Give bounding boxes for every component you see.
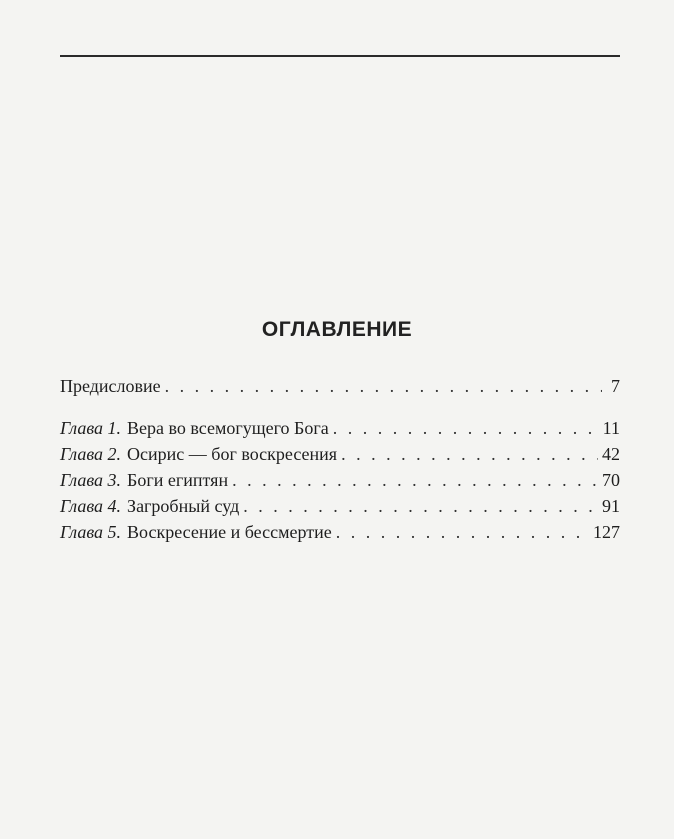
chapter-label: Глава 2. bbox=[60, 444, 122, 464]
toc-entry-title: Загробный суд bbox=[127, 496, 240, 516]
toc-entry-page: 42 bbox=[602, 444, 620, 464]
toc-entry-chapter-4 bbox=[60, 493, 620, 519]
dot-leader bbox=[341, 441, 598, 467]
toc-entry-chapter-2 bbox=[60, 441, 620, 467]
toc-entry-chapter-5 bbox=[60, 519, 620, 545]
toc-entry-preface bbox=[60, 373, 620, 399]
toc-entry-title: Боги египтян bbox=[127, 470, 229, 490]
chapter-label: Глава 3. bbox=[60, 470, 122, 490]
toc-entry-chapter-3 bbox=[60, 467, 620, 493]
dot-leader bbox=[336, 519, 589, 545]
chapter-label: Глава 1. bbox=[60, 418, 122, 438]
toc-entry-page: 11 bbox=[602, 418, 620, 438]
table-of-contents bbox=[60, 373, 620, 545]
toc-entry-title: Воскресение и бессмертие bbox=[127, 522, 332, 542]
toc-entry-page: 91 bbox=[602, 496, 620, 516]
header-rule bbox=[60, 55, 620, 57]
toc-entry-page: 70 bbox=[602, 470, 620, 490]
chapter-label: Глава 5. bbox=[60, 522, 122, 542]
toc-heading: ОГЛАВЛЕНИЕ bbox=[261, 318, 413, 341]
toc-entry-chapter-1 bbox=[60, 415, 620, 441]
dot-leader bbox=[165, 373, 602, 399]
toc-entry-page: 127 bbox=[593, 522, 620, 542]
toc-entry-title: Вера во всемогущего Бога bbox=[127, 418, 329, 438]
chapter-label: Глава 4. bbox=[60, 496, 122, 516]
toc-entry-title: Предисловие bbox=[60, 376, 161, 396]
dot-leader bbox=[333, 415, 599, 441]
dot-leader bbox=[232, 467, 598, 493]
dot-leader bbox=[243, 493, 598, 519]
toc-entry-page: 7 bbox=[611, 376, 620, 396]
toc-entry-title: Осирис — бог воскресения bbox=[127, 444, 338, 464]
